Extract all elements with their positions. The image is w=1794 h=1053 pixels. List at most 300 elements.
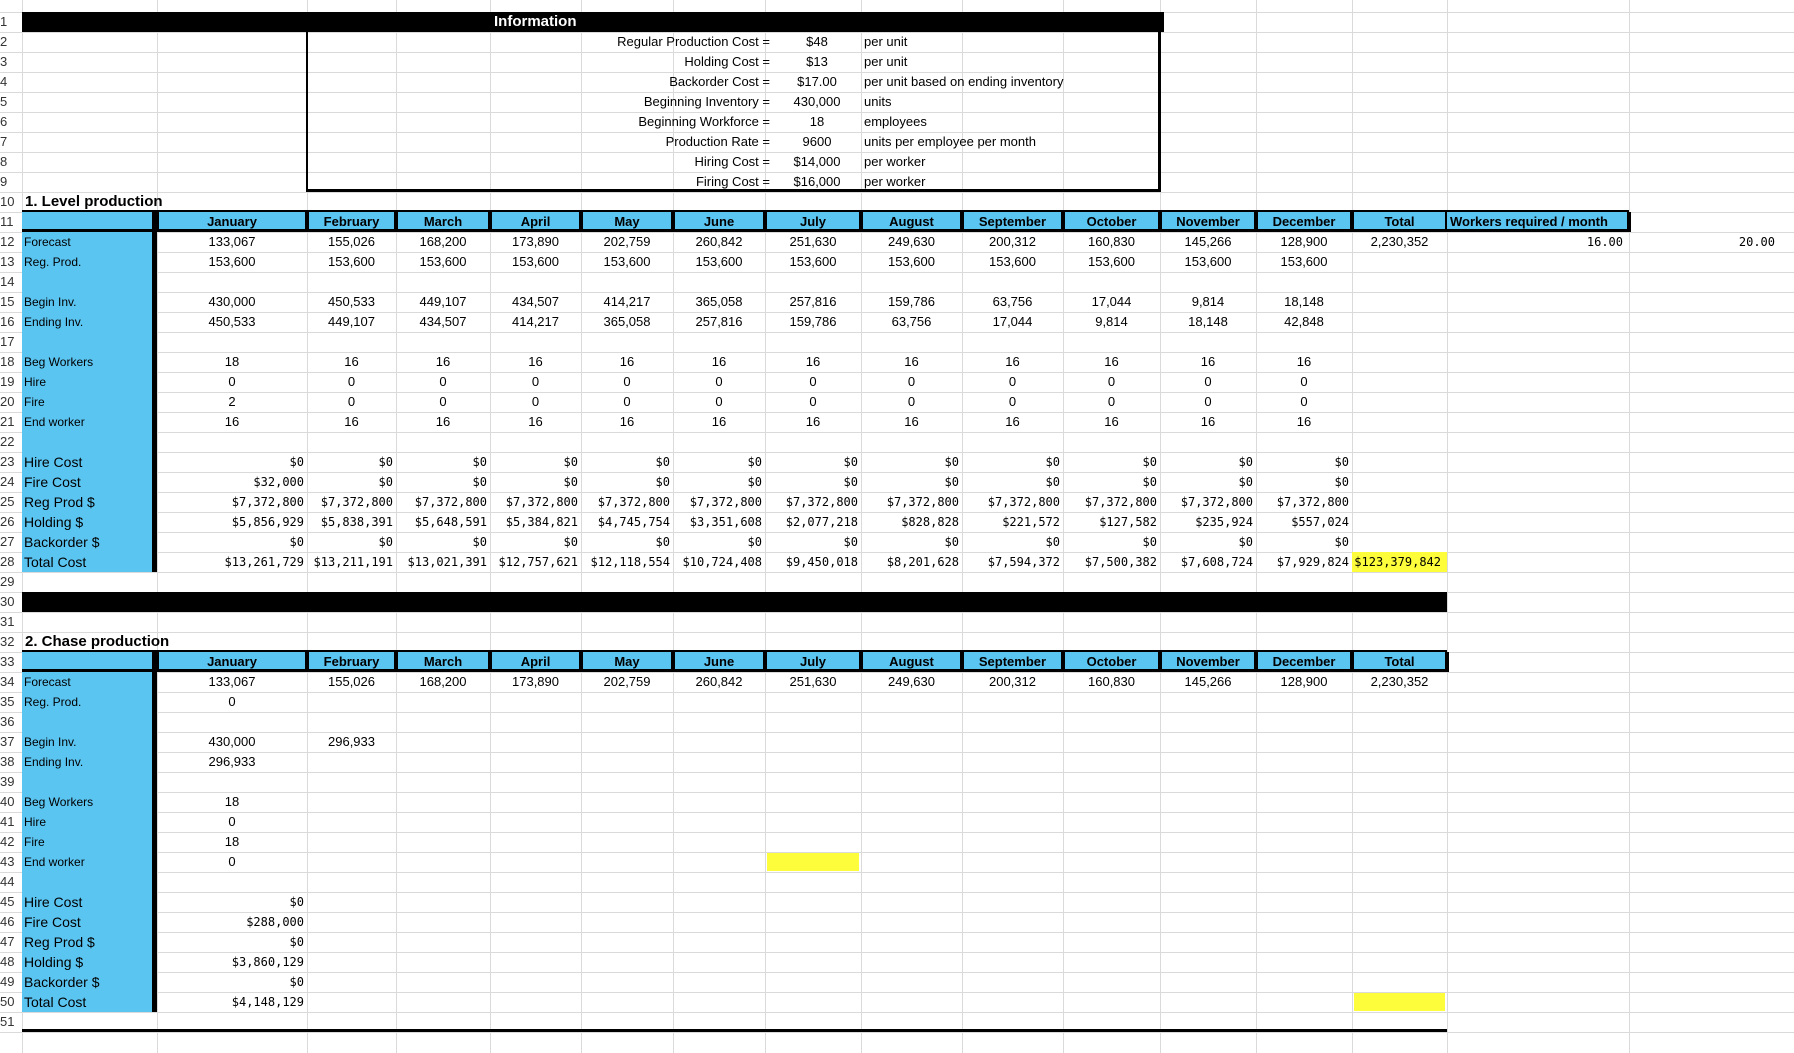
- chase-row-label[interactable]: Reg. Prod.: [24, 695, 82, 709]
- level-cell[interactable]: 18,148: [1188, 314, 1228, 329]
- chase-col-header[interactable]: January: [207, 654, 257, 669]
- level-cell[interactable]: $0: [747, 475, 762, 489]
- level-cell[interactable]: $7,372,800: [886, 495, 959, 509]
- row-number[interactable]: 50: [0, 994, 15, 1009]
- level-cell[interactable]: $0: [655, 455, 670, 469]
- info-label[interactable]: Beginning Workforce =: [638, 114, 770, 129]
- level-col-header[interactable]: October: [1086, 214, 1137, 229]
- level-cell[interactable]: 434,507: [512, 294, 559, 309]
- level-cell[interactable]: 0: [347, 394, 356, 409]
- row-number[interactable]: 8: [0, 154, 8, 169]
- level-cell[interactable]: 257,816: [789, 294, 837, 309]
- row-number[interactable]: 15: [0, 294, 15, 309]
- row-number[interactable]: 13: [0, 254, 15, 269]
- row-number[interactable]: 49: [0, 974, 15, 989]
- level-cell[interactable]: 0: [1300, 374, 1308, 389]
- level-cell[interactable]: $32,000: [253, 475, 304, 489]
- level-cell[interactable]: $0: [1142, 535, 1157, 549]
- level-cell[interactable]: $7,372,800: [231, 495, 304, 509]
- level-cell[interactable]: 155,026: [328, 234, 375, 249]
- info-unit[interactable]: per worker: [864, 154, 926, 169]
- level-cell[interactable]: $7,372,800: [597, 495, 670, 509]
- row-number[interactable]: 44: [0, 874, 15, 889]
- info-unit[interactable]: per unit: [864, 54, 908, 69]
- level-cell[interactable]: 16: [1005, 414, 1020, 429]
- workers-required-value[interactable]: 16.00: [1586, 235, 1623, 249]
- level-cell[interactable]: 145,266: [1184, 234, 1232, 249]
- level-cell[interactable]: $0: [1045, 475, 1060, 489]
- level-cell[interactable]: 16: [344, 414, 359, 429]
- level-cell[interactable]: 168,200: [419, 234, 467, 249]
- level-cell[interactable]: 450,533: [208, 314, 256, 329]
- level-cell[interactable]: 449,107: [328, 314, 375, 329]
- row-number[interactable]: 2: [0, 34, 8, 49]
- level-cell[interactable]: 16: [904, 414, 919, 429]
- chase-row-label[interactable]: Fire: [24, 835, 45, 849]
- chase-cell[interactable]: 155,026: [328, 674, 375, 689]
- level-row-label[interactable]: Beg Workers: [24, 355, 94, 369]
- info-unit[interactable]: units: [864, 94, 892, 109]
- level-cell[interactable]: 159,786: [888, 294, 935, 309]
- level-cell[interactable]: 2: [228, 394, 236, 409]
- level-cell[interactable]: $127,582: [1099, 515, 1157, 529]
- level-cell[interactable]: $10,724,408: [682, 555, 762, 569]
- level-cell[interactable]: 153,600: [208, 254, 256, 269]
- level-cell[interactable]: 16: [1200, 414, 1216, 429]
- level-cell[interactable]: $7,372,800: [987, 495, 1060, 509]
- level-cell[interactable]: 202,759: [603, 234, 651, 249]
- workers-required-value[interactable]: 20.00: [1738, 235, 1775, 249]
- row-number[interactable]: 3: [0, 54, 8, 69]
- chase-cell[interactable]: 200,312: [989, 674, 1036, 689]
- row-number[interactable]: 11: [0, 214, 14, 229]
- info-value[interactable]: $48: [806, 34, 828, 49]
- info-value[interactable]: 9600: [802, 134, 832, 149]
- level-cell[interactable]: $7,594,372: [987, 555, 1060, 569]
- level-row-label[interactable]: Total Cost: [24, 554, 87, 570]
- level-cell[interactable]: $0: [843, 455, 858, 469]
- level-cell[interactable]: $0: [289, 455, 304, 469]
- info-label[interactable]: Backorder Cost =: [669, 74, 770, 89]
- row-number[interactable]: 41: [0, 814, 15, 829]
- workers-required-header[interactable]: Workers required / month: [1450, 214, 1608, 229]
- level-cell[interactable]: $8,201,628: [886, 555, 959, 569]
- level-cell[interactable]: $12,118,554: [590, 555, 670, 569]
- chase-cell[interactable]: 249,630: [888, 674, 935, 689]
- level-cell[interactable]: $0: [378, 455, 393, 469]
- row-number[interactable]: 43: [0, 854, 15, 869]
- chase-col-header[interactable]: Total: [1384, 654, 1415, 669]
- level-cell[interactable]: 153,600: [603, 254, 651, 269]
- level-cell[interactable]: $0: [1142, 455, 1157, 469]
- chase-cell[interactable]: 133,067: [208, 674, 256, 689]
- row-number[interactable]: 20: [0, 394, 15, 409]
- level-cell[interactable]: 200,312: [989, 234, 1036, 249]
- info-label[interactable]: Production Rate =: [665, 134, 770, 149]
- chase-col-header[interactable]: April: [520, 654, 551, 669]
- level-cell[interactable]: 16: [711, 354, 727, 369]
- chase-row-label[interactable]: Total Cost: [24, 994, 87, 1010]
- chase-cell[interactable]: 0: [228, 694, 236, 709]
- row-number[interactable]: 36: [0, 714, 15, 729]
- chase-col-header[interactable]: February: [323, 654, 380, 669]
- level-cell[interactable]: 9,814: [1191, 294, 1225, 309]
- chase-cell[interactable]: 18: [224, 794, 240, 809]
- info-value[interactable]: $14,000: [793, 154, 841, 169]
- level-cell[interactable]: $7,929,824: [1276, 555, 1349, 569]
- level-cell[interactable]: 16: [711, 414, 727, 429]
- level-cell[interactable]: 0: [907, 374, 916, 389]
- row-number[interactable]: 48: [0, 954, 15, 969]
- chase-cell[interactable]: $0: [289, 935, 304, 949]
- level-col-header[interactable]: March: [423, 214, 463, 229]
- row-number[interactable]: 5: [0, 94, 8, 109]
- level-cell[interactable]: 16: [805, 354, 821, 369]
- level-row-label[interactable]: Ending Inv.: [24, 315, 84, 329]
- row-number[interactable]: 14: [0, 274, 15, 289]
- level-cell[interactable]: 16: [904, 354, 919, 369]
- level-row-label[interactable]: Forecast: [24, 235, 71, 249]
- level-cell[interactable]: 160,830: [1088, 234, 1135, 249]
- level-cell[interactable]: 0: [809, 374, 817, 389]
- level-cell[interactable]: 18: [224, 354, 240, 369]
- level-cell[interactable]: 16: [435, 354, 451, 369]
- level-cell[interactable]: 0: [439, 374, 447, 389]
- level-cell[interactable]: 63,756: [891, 314, 932, 329]
- level-cell[interactable]: $0: [843, 535, 858, 549]
- info-value[interactable]: $13: [806, 54, 828, 69]
- level-cell[interactable]: 16: [1104, 414, 1119, 429]
- row-number[interactable]: 29: [0, 574, 15, 589]
- level-cell[interactable]: $235,924: [1195, 515, 1253, 529]
- level-cell[interactable]: $7,372,800: [505, 495, 578, 509]
- level-cell[interactable]: $0: [472, 475, 487, 489]
- chase-row-label[interactable]: Begin Inv.: [24, 735, 77, 749]
- chase-cell[interactable]: 145,266: [1184, 674, 1232, 689]
- chase-cell[interactable]: 168,200: [419, 674, 467, 689]
- level-cell[interactable]: $4,745,754: [597, 515, 670, 529]
- chase-col-header[interactable]: March: [423, 654, 463, 669]
- level-col-header[interactable]: June: [703, 214, 735, 229]
- level-cell[interactable]: $7,372,800: [414, 495, 487, 509]
- row-number[interactable]: 45: [0, 894, 15, 909]
- chase-col-header[interactable]: November: [1176, 654, 1240, 669]
- level-col-header[interactable]: January: [207, 214, 257, 229]
- level-cell[interactable]: $5,648,591: [414, 515, 487, 529]
- level-cell[interactable]: 16: [435, 414, 451, 429]
- info-unit[interactable]: employees: [864, 114, 927, 129]
- level-cell[interactable]: $7,372,800: [689, 495, 762, 509]
- level-cell[interactable]: 0: [1008, 374, 1017, 389]
- level-cell[interactable]: 153,600: [888, 254, 935, 269]
- row-number[interactable]: 32: [0, 634, 15, 649]
- level-cell[interactable]: $13,261,729: [224, 555, 304, 569]
- info-label[interactable]: Regular Production Cost =: [617, 34, 770, 49]
- info-label[interactable]: Holding Cost =: [684, 54, 770, 69]
- row-number[interactable]: 25: [0, 494, 15, 509]
- row-number[interactable]: 38: [0, 754, 15, 769]
- level-cell[interactable]: $7,372,800: [320, 495, 393, 509]
- level-cell[interactable]: 257,816: [695, 314, 743, 329]
- chase-cell[interactable]: 430,000: [208, 734, 256, 749]
- level-cell[interactable]: 153,600: [1088, 254, 1135, 269]
- chase-cell[interactable]: 173,890: [512, 674, 559, 689]
- chase-col-header[interactable]: October: [1086, 654, 1137, 669]
- level-cell[interactable]: $7,372,800: [1276, 495, 1349, 509]
- row-number[interactable]: 17: [0, 334, 15, 349]
- level-cell[interactable]: 17,044: [1091, 294, 1132, 309]
- chase-row-label[interactable]: Hire: [24, 815, 47, 829]
- row-number[interactable]: 51: [0, 1014, 15, 1029]
- level-cell[interactable]: 0: [1300, 394, 1308, 409]
- level-cell[interactable]: 153,600: [789, 254, 837, 269]
- level-cell[interactable]: $0: [944, 535, 959, 549]
- chase-cell[interactable]: 251,630: [789, 674, 837, 689]
- level-cell[interactable]: $0: [1334, 535, 1349, 549]
- level-cell[interactable]: 16: [224, 414, 240, 429]
- chase-cell[interactable]: $4,148,129: [231, 995, 304, 1009]
- level-cell[interactable]: 16: [1200, 354, 1216, 369]
- chase-row-label[interactable]: Beg Workers: [24, 795, 94, 809]
- chase-cell[interactable]: 296,933: [328, 734, 375, 749]
- row-number[interactable]: 1: [0, 14, 8, 29]
- level-cell[interactable]: 128,900: [1280, 234, 1328, 249]
- info-label[interactable]: Beginning Inventory =: [643, 94, 770, 109]
- chase-col-header[interactable]: September: [978, 654, 1047, 669]
- level-cell[interactable]: 0: [715, 374, 723, 389]
- chase-row-label[interactable]: Forecast: [24, 675, 71, 689]
- level-cell[interactable]: 153,600: [1184, 254, 1232, 269]
- row-number[interactable]: 26: [0, 514, 15, 529]
- level-cell[interactable]: 0: [1107, 394, 1116, 409]
- level-cell[interactable]: $0: [1334, 475, 1349, 489]
- level-cell[interactable]: 0: [907, 394, 916, 409]
- level-cell[interactable]: $7,372,800: [1180, 495, 1253, 509]
- level-cell[interactable]: $0: [472, 535, 487, 549]
- chase-cell[interactable]: 18: [224, 834, 240, 849]
- level-cell[interactable]: 153,600: [695, 254, 743, 269]
- level-cell[interactable]: 17,044: [992, 314, 1033, 329]
- chase-cell[interactable]: 260,842: [695, 674, 743, 689]
- chase-row-label[interactable]: Backorder $: [24, 974, 100, 990]
- row-number[interactable]: 28: [0, 554, 15, 569]
- level-cell[interactable]: 0: [1107, 374, 1116, 389]
- level-cell[interactable]: $0: [563, 475, 578, 489]
- level-cell[interactable]: 365,058: [603, 314, 651, 329]
- level-row-label[interactable]: Reg. Prod.: [24, 255, 82, 269]
- info-value[interactable]: 430,000: [793, 94, 841, 109]
- level-cell[interactable]: 42,848: [1284, 314, 1324, 329]
- level-cell[interactable]: $3,351,608: [689, 515, 762, 529]
- level-cell[interactable]: 0: [439, 394, 447, 409]
- level-cell[interactable]: 0: [1204, 374, 1212, 389]
- info-value[interactable]: $16,000: [793, 174, 841, 189]
- row-number[interactable]: 12: [0, 234, 15, 249]
- level-cell[interactable]: 16: [528, 354, 543, 369]
- level-cell[interactable]: $7,500,382: [1084, 555, 1157, 569]
- chase-cell[interactable]: 0: [228, 854, 236, 869]
- chase-cell[interactable]: 0: [228, 814, 236, 829]
- level-cell[interactable]: 260,842: [695, 234, 743, 249]
- level-cell[interactable]: 249,630: [888, 234, 935, 249]
- level-cell[interactable]: $12,757,621: [498, 555, 578, 569]
- chase-col-header[interactable]: May: [614, 654, 640, 669]
- level-cell[interactable]: $13,021,391: [407, 555, 487, 569]
- level-cell[interactable]: 0: [1204, 394, 1212, 409]
- level-cell[interactable]: $828,828: [901, 515, 959, 529]
- level-cell[interactable]: $5,856,929: [231, 515, 304, 529]
- level-cell[interactable]: 16: [1104, 354, 1119, 369]
- level-row-label[interactable]: Backorder $: [24, 534, 100, 550]
- level-row-label[interactable]: Fire: [24, 395, 45, 409]
- level-cell[interactable]: 16: [805, 414, 821, 429]
- level-cell[interactable]: 63,756: [992, 294, 1033, 309]
- level-cell[interactable]: $0: [1142, 475, 1157, 489]
- level-cell[interactable]: 251,630: [789, 234, 837, 249]
- row-number[interactable]: 47: [0, 934, 15, 949]
- level-cell[interactable]: $2,077,218: [785, 515, 858, 529]
- level-cell[interactable]: 16: [344, 354, 359, 369]
- chase-cell[interactable]: $0: [289, 895, 304, 909]
- level-cell[interactable]: $7,372,800: [785, 495, 858, 509]
- chase-cell[interactable]: 296,933: [208, 754, 256, 769]
- level-cell[interactable]: 16: [1005, 354, 1020, 369]
- chase-cell[interactable]: 202,759: [603, 674, 651, 689]
- level-cell[interactable]: 430,000: [208, 294, 256, 309]
- row-number[interactable]: 24: [0, 474, 15, 489]
- level-cell[interactable]: 133,067: [208, 234, 256, 249]
- row-number[interactable]: 40: [0, 794, 15, 809]
- level-cell[interactable]: 365,058: [695, 294, 743, 309]
- level-cell[interactable]: $0: [944, 475, 959, 489]
- row-number[interactable]: 30: [0, 594, 15, 609]
- level-row-label[interactable]: Hire: [24, 375, 47, 389]
- level-cell[interactable]: $0: [1334, 455, 1349, 469]
- level-cell[interactable]: 16: [528, 414, 543, 429]
- row-number[interactable]: 22: [0, 434, 15, 449]
- chase-col-header[interactable]: December: [1272, 654, 1336, 669]
- level-total-cost[interactable]: $123,379,842: [1354, 555, 1441, 569]
- level-cell[interactable]: $557,024: [1291, 515, 1349, 529]
- level-cell[interactable]: 153,600: [328, 254, 375, 269]
- level-row-label[interactable]: Begin Inv.: [24, 295, 77, 309]
- level-cell[interactable]: $0: [378, 535, 393, 549]
- row-number[interactable]: 34: [0, 674, 15, 689]
- chase-cell[interactable]: $0: [289, 975, 304, 989]
- info-label[interactable]: Hiring Cost =: [694, 154, 770, 169]
- level-col-header[interactable]: February: [323, 214, 380, 229]
- level-cell[interactable]: $0: [563, 535, 578, 549]
- chase-col-header[interactable]: July: [799, 654, 826, 669]
- level-cell[interactable]: 153,600: [419, 254, 467, 269]
- level-col-header[interactable]: May: [614, 214, 640, 229]
- level-cell[interactable]: 16: [619, 354, 635, 369]
- info-label[interactable]: Firing Cost =: [695, 174, 770, 189]
- info-value[interactable]: 18: [809, 114, 825, 129]
- level-cell[interactable]: 16: [619, 414, 635, 429]
- level-cell[interactable]: $0: [563, 455, 578, 469]
- row-number[interactable]: 19: [0, 374, 15, 389]
- level-cell[interactable]: 16: [1296, 414, 1312, 429]
- level-col-header[interactable]: Total: [1384, 214, 1415, 229]
- level-cell[interactable]: 16: [1296, 354, 1312, 369]
- level-cell[interactable]: $5,384,821: [505, 515, 578, 529]
- level-cell[interactable]: 0: [531, 374, 540, 389]
- level-cell[interactable]: $7,372,800: [1084, 495, 1157, 509]
- level-cell[interactable]: 173,890: [512, 234, 559, 249]
- level-cell[interactable]: 0: [1008, 394, 1017, 409]
- chase-row-label[interactable]: Fire Cost: [24, 914, 81, 930]
- level-cell[interactable]: 0: [623, 374, 631, 389]
- level-cell[interactable]: 159,786: [789, 314, 837, 329]
- row-number[interactable]: 37: [0, 734, 15, 749]
- level-cell[interactable]: $5,838,391: [320, 515, 393, 529]
- chase-cell[interactable]: 2,230,352: [1370, 674, 1429, 689]
- chase-cell[interactable]: $3,860,129: [231, 955, 304, 969]
- info-value[interactable]: $17.00: [797, 74, 837, 89]
- level-cell[interactable]: $0: [655, 535, 670, 549]
- level-cell[interactable]: $0: [472, 455, 487, 469]
- level-cell[interactable]: 450,533: [328, 294, 375, 309]
- chase-cell[interactable]: $288,000: [246, 915, 304, 929]
- chase-row-label[interactable]: Reg Prod $: [24, 934, 95, 950]
- level-cell[interactable]: $0: [944, 455, 959, 469]
- level-cell[interactable]: 153,600: [1280, 254, 1328, 269]
- row-number[interactable]: 27: [0, 534, 15, 549]
- chase-row-label[interactable]: End worker: [24, 855, 85, 869]
- row-number[interactable]: 10: [0, 194, 15, 209]
- chase-cell[interactable]: 160,830: [1088, 674, 1135, 689]
- level-cell[interactable]: $0: [378, 475, 393, 489]
- level-cell[interactable]: 449,107: [419, 294, 467, 309]
- row-number[interactable]: 18: [0, 354, 15, 369]
- info-unit[interactable]: per unit: [864, 34, 908, 49]
- level-cell[interactable]: 0: [715, 394, 723, 409]
- level-cell[interactable]: $0: [1045, 455, 1060, 469]
- chase-col-header[interactable]: August: [889, 654, 934, 669]
- level-row-label[interactable]: Holding $: [24, 514, 84, 530]
- row-number[interactable]: 23: [0, 454, 15, 469]
- level-row-label[interactable]: Hire Cost: [24, 454, 83, 470]
- level-cell[interactable]: $9,450,018: [785, 555, 858, 569]
- level-cell[interactable]: 434,507: [419, 314, 467, 329]
- level-cell[interactable]: $0: [747, 535, 762, 549]
- chase-cell[interactable]: 128,900: [1280, 674, 1328, 689]
- level-cell[interactable]: 18,148: [1284, 294, 1324, 309]
- level-cell[interactable]: 9,814: [1095, 314, 1128, 329]
- level-cell[interactable]: 0: [809, 394, 817, 409]
- level-cell[interactable]: 414,217: [603, 294, 651, 309]
- level-cell[interactable]: $0: [289, 535, 304, 549]
- level-cell[interactable]: 0: [531, 394, 540, 409]
- level-col-header[interactable]: December: [1272, 214, 1336, 229]
- level-row-label[interactable]: Fire Cost: [24, 474, 81, 490]
- row-number[interactable]: 42: [0, 834, 15, 849]
- row-number[interactable]: 7: [0, 134, 8, 149]
- level-col-header[interactable]: September: [978, 214, 1047, 229]
- level-col-header[interactable]: July: [799, 214, 826, 229]
- row-number[interactable]: 39: [0, 774, 15, 789]
- chase-row-label[interactable]: Hire Cost: [24, 894, 83, 910]
- level-col-header[interactable]: April: [520, 214, 551, 229]
- level-cell[interactable]: $0: [655, 475, 670, 489]
- level-cell[interactable]: $0: [1238, 455, 1253, 469]
- level-cell[interactable]: $13,211,191: [313, 555, 393, 569]
- row-number[interactable]: 46: [0, 914, 15, 929]
- level-cell[interactable]: 0: [347, 374, 356, 389]
- chase-row-label[interactable]: Holding $: [24, 954, 84, 970]
- row-number[interactable]: 31: [0, 614, 15, 629]
